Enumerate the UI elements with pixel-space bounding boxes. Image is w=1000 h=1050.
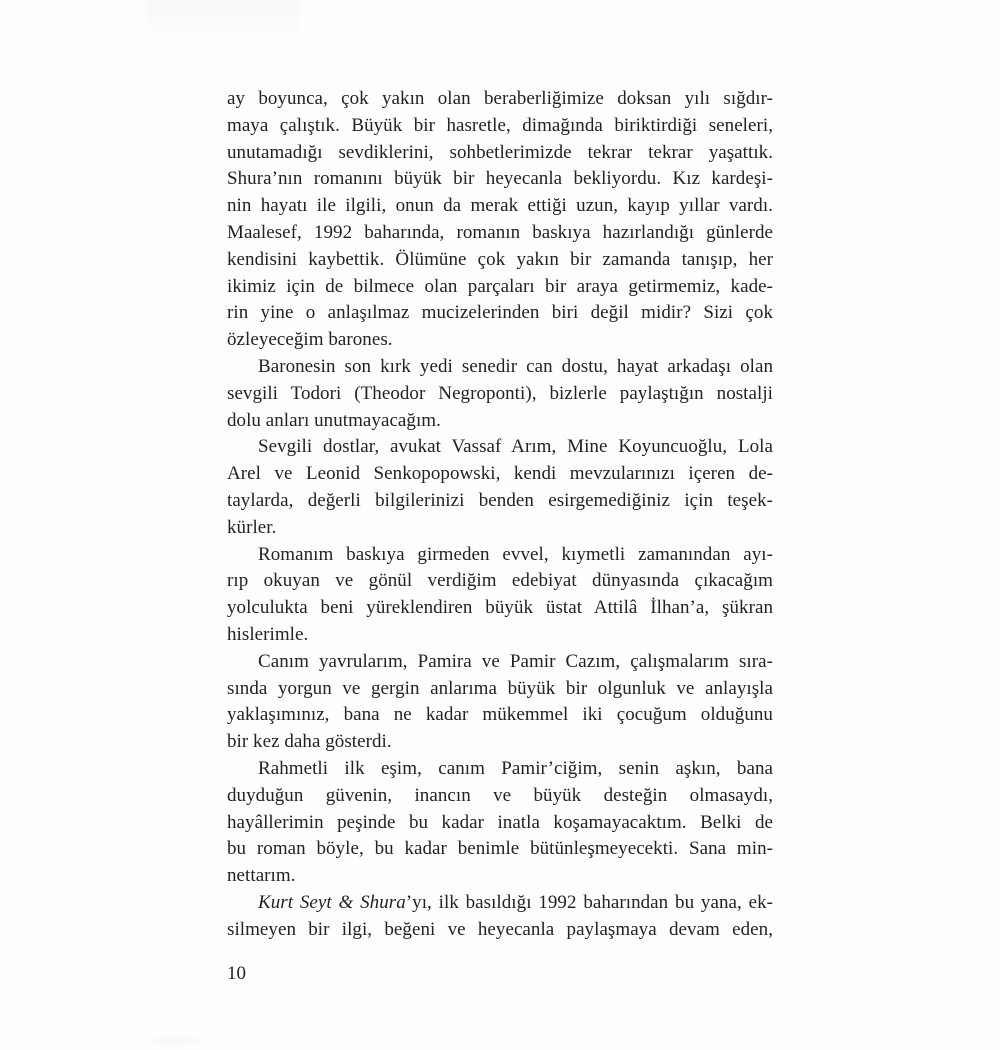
text-line: yolculukta beni yüreklendiren büyük üstat Attilâ İlhan’a, şükran: [227, 597, 773, 619]
text-line: Arel ve Leonid Senkopopowski, kendi mevzularınızı içeren de-: [227, 463, 773, 485]
body-text: [227, 86, 773, 944]
text-line: taylarda, değerli bilgilerinizi benden esirgemediğiniz için teşek-: [227, 489, 773, 511]
scan-artifact-bottom: [140, 1034, 208, 1048]
text-line: ay boyunca, çok yakın olan beraberliğimize doksan yılı sığdır-: [227, 88, 773, 109]
text-line: yaklaşımınız, bana ne kadar mükemmel iki çocuğum olduğunu: [227, 704, 773, 726]
page-number: 10: [227, 963, 246, 984]
text-line: hayâllerimin peşinde bu kadar inatla koşamayacaktım. Belki de: [227, 811, 773, 833]
text-line: sevgili Todori (Theodor Negroponti), bizlerle paylaştığın nostalji: [227, 382, 773, 404]
text-line: [227, 890, 773, 917]
text-line: ikimiz için de bilmece olan parçaları bir araya getirmemiz, kade-: [227, 275, 773, 297]
text-line: silmeyen bir ilgi, beğeni ve heyecanla paylaşmaya devam eden,: [227, 918, 773, 940]
text-line: Maalesef, 1992 baharında, romanın baskıya hazırlandığı günlerde: [227, 221, 773, 243]
text-line: Baronesin son kırk yedi senedir can dostu, hayat arkadaşı olan: [258, 355, 773, 377]
scan-artifact-top: [145, 0, 300, 48]
text-line: hislerimle.: [227, 623, 309, 645]
text-line: kürler.: [227, 516, 277, 538]
text-line: özleyeceğim barones.: [227, 329, 393, 351]
text-line: nettarım.: [227, 865, 296, 887]
text-line: Rahmetli ilk eşim, canım Pamir’ciğim, senin aşkın, bana: [258, 757, 773, 779]
text-segment: ’yı, ilk basıldığı 1992 baharından bu yana, ek-: [405, 891, 773, 913]
text-line: rıp okuyan ve gönül verdiğim edebiyat dünyasında çıkacağım: [227, 570, 773, 592]
text-line: bir kez daha gösterdi.: [227, 731, 392, 753]
text-line: dolu anları unutmayacağım.: [227, 409, 441, 431]
text-line: Shura’nın romanını büyük bir heyecanla bekliyordu. Kız kardeşi-: [227, 168, 773, 190]
text-line: duyduğun güvenin, inancın ve büyük desteğin olmasaydı,: [227, 784, 773, 806]
text-line: Sevgili dostlar, avukat Vassaf Arım, Mine Koyuncuoğlu, Lola: [258, 436, 773, 458]
text-line: bu roman böyle, bu kadar benimle bütünleşmeyecekti. Sana min-: [227, 838, 773, 860]
text-line: unutamadığı sevdiklerini, sohbetlerimizde tekrar tekrar yaşattık.: [227, 141, 773, 163]
book-title-italic: Kurt Seyt & Shura: [258, 891, 406, 913]
text-line: Canım yavrularım, Pamira ve Pamir Cazım, çalışmalarım sıra-: [258, 650, 773, 672]
text-line: Romanım baskıya girmeden evvel, kıymetli zamanından ayı-: [258, 543, 773, 565]
text-line: kendisini kaybettik. Ölümüne çok yakın bir zamanda tanışıp, her: [227, 248, 773, 270]
text-line: nin hayatı ile ilgili, onun da merak ettiği uzun, kayıp yıllar vardı.: [227, 195, 773, 217]
text-line: rin yine o anlaşılmaz mucizelerinden biri değil midir? Sizi çok: [227, 302, 773, 324]
text-line: maya çalıştık. Büyük bir hasretle, dimağında biriktirdiği seneleri,: [227, 114, 773, 136]
text-line: sında yorgun ve gergin anlarıma büyük bir olgunluk ve anlayışla: [227, 677, 773, 699]
